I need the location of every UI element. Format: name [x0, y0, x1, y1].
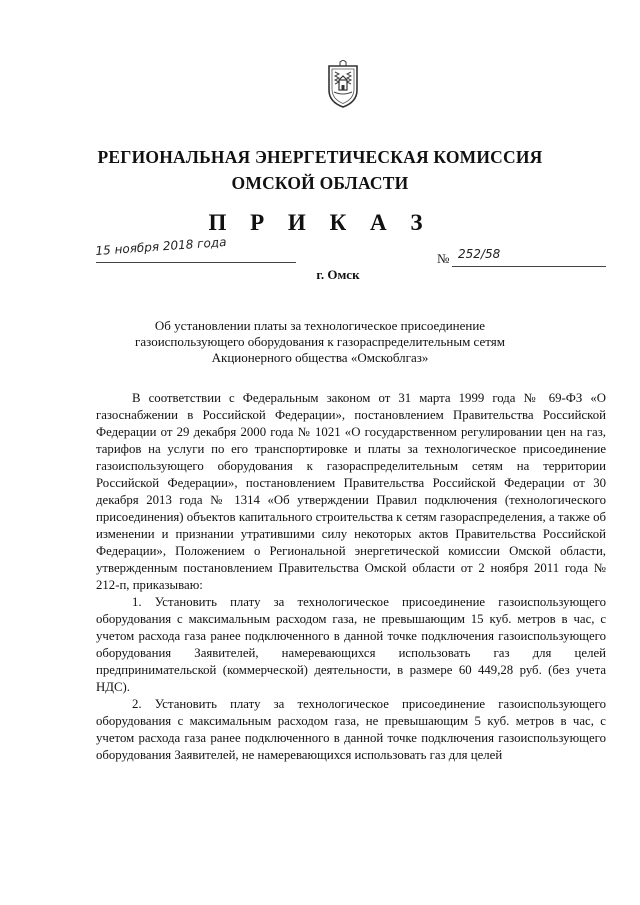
document-body	[96, 390, 606, 764]
subject-line: Акционерного общества «Омскоблгаз»	[211, 350, 429, 365]
org-name-line1: РЕГИОНАЛЬНАЯ ЭНЕРГЕТИЧЕСКАЯ КОМИССИЯ	[97, 147, 543, 167]
order-item-2: 2. Установить плату за технологическое присоединение газоиспользующего оборудования с максимальным расходом газа, не превышающим 5 куб. метров в час, с учетом расхода газа ранее подключенного в данной точке подключения газоиспользующего оборудования Заявителей, не намеревающихся использовать газ для целей	[96, 697, 606, 762]
city-label: г. Омск	[316, 267, 360, 282]
document-subject	[110, 318, 530, 366]
preamble-paragraph: В соответствии с Федеральным законом от 31 марта 1999 года № 69-ФЗ «О газоснабжении в Российской Федерации», постановлением Правительства Российской Федерации от 29 декабря 2000 года № 1021 «О государственном регулировании цен на газ, тарифов на услуги по его транспортировке и платы за технологическое присоединение газоиспользующего оборудования к газораспределительным сетям на территории Российской Федерации», постановлением Правительства Российской Федерации от 30 декабря 2013 года № 1314 «Об утверждении Правил подключения (технологического присоединения) объектов капитального строительства к сетям газораспределения, а также об изменении и признании утратившими силу некоторых актов Правительства Российской Федерации», Положением о Региональной энергетической комиссии Омской области, утвержденным постановлением Правительства Омской области от 2 ноября 2011 года № 212-п, приказываю:	[96, 391, 606, 592]
handwritten-date: 15 ноября 2018 года	[95, 234, 227, 258]
subject-line: газоиспользующего оборудования к газораспределительным сетям	[135, 334, 505, 349]
number-label: №	[437, 251, 450, 266]
subject-line: Об установлении платы за технологическое присоединение	[154, 318, 486, 333]
coat-of-arms-icon	[325, 60, 361, 108]
date-underline	[96, 262, 296, 263]
org-name-line2: ОМСКОЙ ОБЛАСТИ	[231, 173, 409, 193]
document-type-title: П Р И К А З	[208, 210, 432, 235]
order-item-1: 1. Установить плату за технологическое присоединение газоиспользующего оборудования с максимальным расходом газа, не превышающим 15 куб. метров в час, с учетом расхода газа ранее подключенного в данной точке подключения газоиспользующего оборудования Заявителей, намеревающихся использовать газ для целей предпринимательской (коммерческой) деятельности, в размере 60 449,28 руб. (без учета НДС).	[96, 595, 606, 694]
handwritten-number: 252/58	[458, 247, 501, 261]
